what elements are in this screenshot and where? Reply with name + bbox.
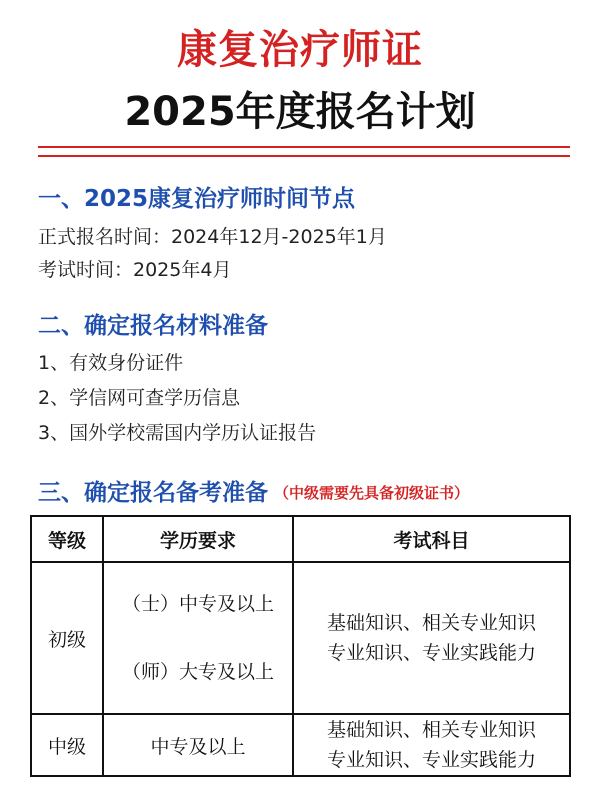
cell-education-junior — [103, 562, 293, 714]
table-header-row — [31, 516, 570, 562]
cell-subjects-intermediate — [293, 714, 570, 776]
education-tech: （师）大专及以上 — [121, 661, 274, 683]
material-item-1: 1、有效身份证件 — [38, 352, 184, 374]
material-item-2: 2、学信网可查学历信息 — [38, 387, 241, 409]
page-title: 康复治疗师证 — [177, 27, 423, 73]
cell-level-intermediate: 中级 — [31, 714, 103, 776]
section-3-title — [38, 478, 469, 508]
header-level: 等级 — [31, 516, 103, 562]
section-1-title: 一、2025康复治疗师时间节点 — [38, 186, 356, 212]
page-subtitle: 2025年度报名计划 — [124, 89, 476, 135]
material-item-3: 3、国外学校需国内学历认证报告 — [38, 422, 317, 444]
section-2-title: 二、确定报名材料准备 — [38, 313, 268, 339]
cell-subjects-junior — [293, 562, 570, 714]
section-3-note: （中级需要先具备初级证书） — [274, 484, 470, 502]
section-3-title-text: 三、确定报名备考准备 — [38, 480, 268, 506]
subjects-line-1: 基础知识、相关专业知识 — [326, 612, 536, 634]
education-shi: （士）中专及以上 — [121, 593, 274, 615]
header-subjects: 考试科目 — [293, 516, 570, 562]
divider-line-bottom — [38, 155, 570, 157]
divider-line-top — [38, 146, 570, 148]
header-education: 学历要求 — [103, 516, 293, 562]
requirements-table — [30, 515, 571, 777]
subjects-line-2: 专业知识、专业实践能力 — [326, 642, 536, 664]
table-row — [31, 714, 570, 776]
subjects-line-2: 专业知识、专业实践能力 — [326, 749, 536, 771]
cell-level-junior: 初级 — [31, 562, 103, 714]
table-row — [31, 562, 570, 714]
subjects-line-1: 基础知识、相关专业知识 — [326, 719, 536, 741]
cell-education-intermediate: 中专及以上 — [103, 714, 293, 776]
exam-time: 考试时间：2025年4月 — [38, 259, 232, 281]
registration-time: 正式报名时间：2024年12月-2025年1月 — [38, 226, 387, 248]
